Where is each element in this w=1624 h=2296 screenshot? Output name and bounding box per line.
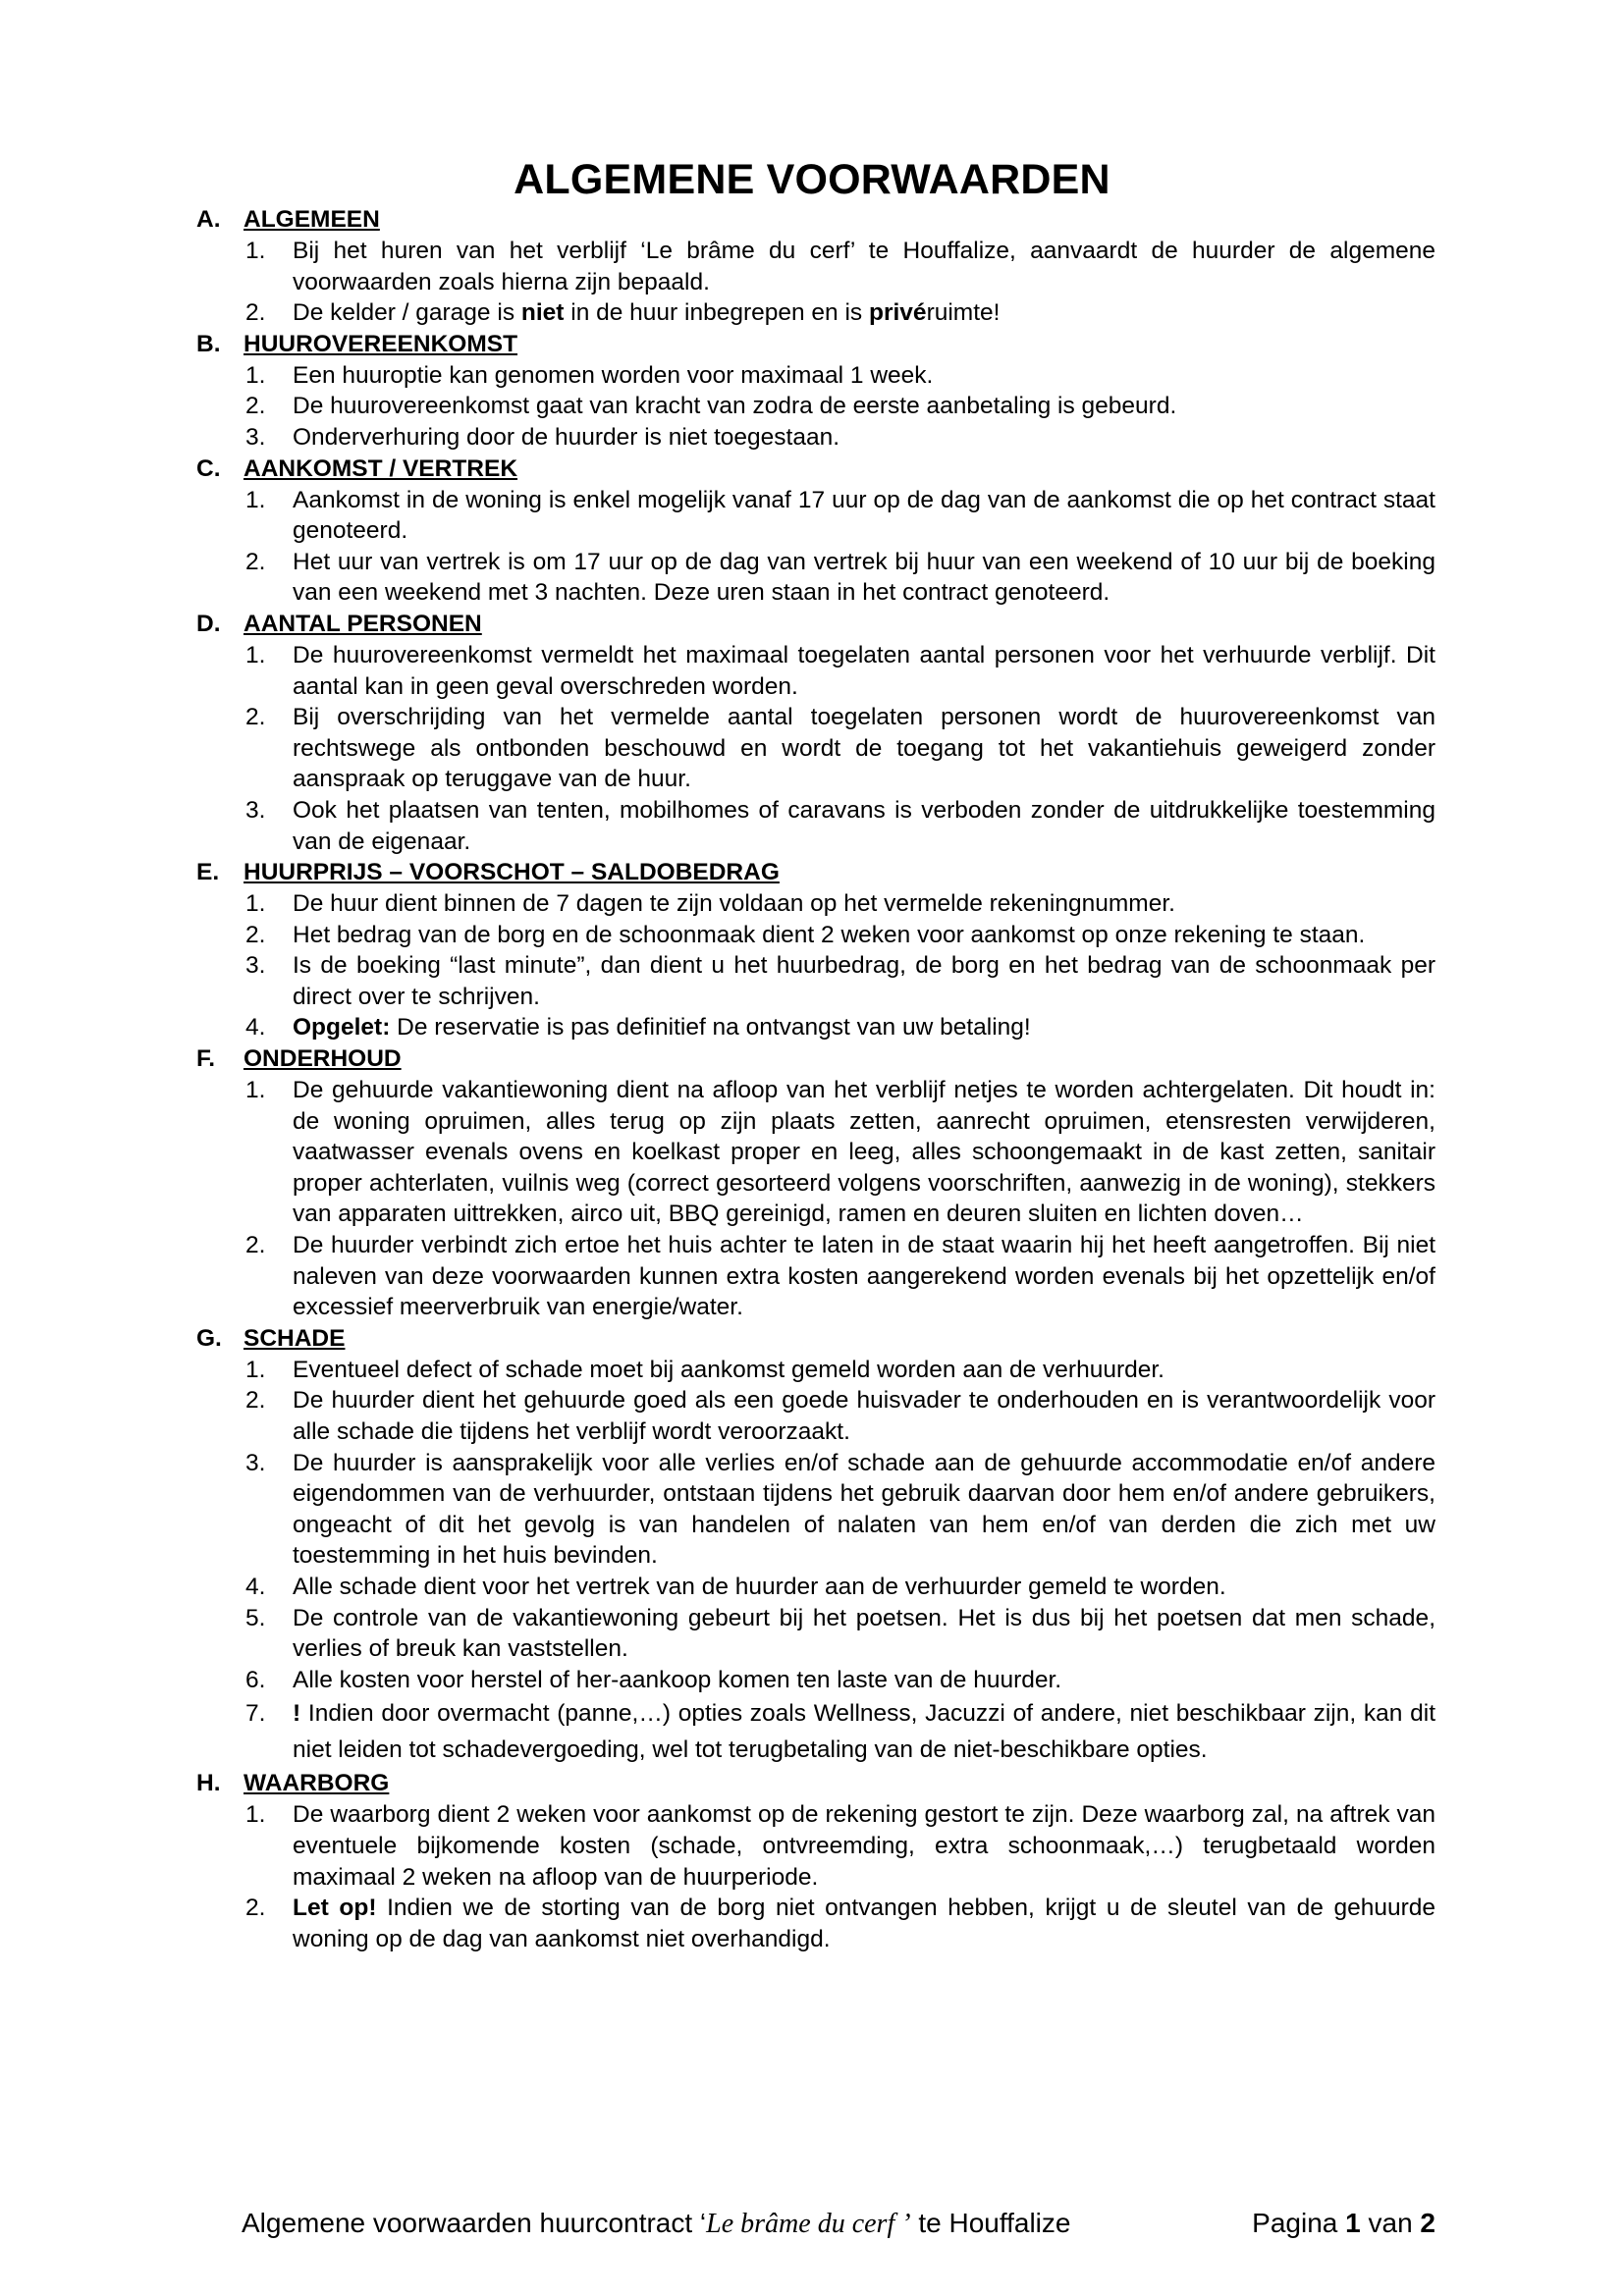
item-number: 1. [245,1077,266,1104]
item-text: De huurovereenkomst vermeldt het maximaal toegelaten aantal personen voor het verhuurde verblijf. Dit aantal kan in geen geval overschreden worden. [293,641,1435,700]
section-items [196,1799,1435,1954]
section-title: ALGEMEEN [244,206,380,233]
item-text: Het uur van vertrek is om 17 uur op de dag van vertrek bij huur van een weekend of 10 uur bij de boeking van een weekend met 3 nachten. Deze uren staan in het contract genoteerd. [293,548,1435,607]
item-number: 1. [245,486,266,513]
item-text: Is de boeking “last minute”, dan dient u het huurbedrag, de borg en het bedrag van de schoonmaak per direct over te schrijven. [293,952,1435,1010]
item-text [293,1893,1435,1954]
item-number: 1. [245,1356,266,1383]
page-separator: van [1360,2208,1421,2238]
item-number: 1. [245,641,266,668]
section-title: AANTAL PERSONEN [244,610,482,637]
list-item [196,1665,1435,1696]
item-number: 2. [245,1895,266,1922]
section-letter: E. [196,859,220,886]
list-item [196,640,1435,702]
list-item [196,547,1435,609]
section-items [196,640,1435,857]
section-items [196,1075,1435,1323]
emphasis-text: privé [869,299,927,327]
list-item [196,702,1435,795]
list-item [196,1695,1435,1768]
page-title: ALGEMENE VOORWAARDEN [514,156,1110,203]
item-number: 5. [245,1604,266,1631]
item-number: 3. [245,796,266,824]
page-total: 2 [1420,2208,1435,2238]
emphasis-text: niet [520,299,565,327]
item-number: 1. [245,238,266,264]
item-number: 3. [245,952,266,980]
section-title: AANKOMST / VERTREK [244,454,518,482]
list-item [196,485,1435,547]
list-item [196,1893,1435,1954]
list-item [196,1075,1435,1230]
list-item [196,297,1435,329]
item-text: De gehuurde vakantiewoning dient na afloop van het verblijf netjes te worden achtergelaten. Dit houdt in: de woning opruimen, alles terug op zijn plaats zetten, aanrecht opruimen, etensresten verwijderen, vaatwasser evenals ovens en koelkast proper en leeg, alles schoongemaakt in de kast zetten, sanitair proper achterlaten, vuilnis weg (correct gesorteerd volgens voorschriften, aanwezig in de woning), stekkers van apparaten uittrekken, airco uit, BBQ gereinigd, ramen en deuren sluiten en lichten doven… [293,1077,1435,1228]
item-number: 7. [245,1700,266,1728]
list-item [196,1448,1435,1572]
item-number: 1. [245,1801,266,1829]
item-number: 4. [245,1014,266,1041]
section-letter: F. [196,1045,216,1073]
item-number: 2. [245,921,266,948]
list-item [196,1385,1435,1447]
list-item [196,1603,1435,1665]
item-text-part: ruimte! [926,299,1001,327]
footer-suffix: te Houffalize [910,2208,1071,2238]
item-number: 4. [245,1573,266,1600]
item-text: De huurder dient het gehuurde goed als een goede huisvader te onderhouden en is verantwoordelijk voor alle schade die tijdens het verblijf wordt veroorzaakt. [293,1387,1435,1445]
section-items [196,236,1435,329]
section-title: SCHADE [244,1324,346,1352]
list-item [196,1012,1435,1043]
page-label: Pagina [1252,2208,1346,2238]
item-number: 3. [245,1449,266,1476]
item-text: De huurovereenkomst gaat van kracht van zodra de eerste aanbetaling is gebeurd. [293,393,1177,420]
list-item [196,920,1435,951]
item-text [293,1695,1435,1768]
footer-document-label [242,2206,1070,2242]
section-heading [196,454,1435,485]
section-heading [196,1768,1435,1799]
list-item [196,1572,1435,1603]
item-text: Een huuroptie kan genomen worden voor maximaal 1 week. [293,361,934,389]
section-letter: B. [196,330,221,357]
item-number: 2. [245,393,266,420]
section-heading [196,857,1435,888]
list-item [196,1230,1435,1323]
item-number: 2. [245,704,266,731]
section-items [196,485,1435,609]
list-item [196,1355,1435,1386]
section-items [196,360,1435,454]
item-text: De waarborg dient 2 weken voor aankomst op de rekening gestort te zijn. Deze waarborg zal, na aftrek van eventuele bijkomende kosten (schade, ontvreemding, extra schoonmaak,…) terugbetaald worden maximaal 2 weken na afloop van de huurperiode. [293,1801,1435,1891]
footer-prefix: Algemene voorwaarden huurcontract ‘ [242,2208,707,2238]
item-number: 2. [245,1387,266,1415]
item-text: De huurder is aansprakelijk voor alle verlies en/of schade aan de gehuurde accommodatie en/of andere eigendommen van de verhuurder, ontstaan tijdens het gebruik daarvan door hem en/of andere gebruikers, ongeacht of dit het gevolg is van handelen of nalaten van hem en/of van derden die zich met uw toestemming in het huis bevinden. [293,1449,1435,1570]
section-heading [196,1323,1435,1355]
section-title: WAARBORG [244,1770,390,1797]
section-title: HUURPRIJS – VOORSCHOT – SALDOBEDRAG [244,859,780,886]
list-item [196,795,1435,857]
section-heading [196,1043,1435,1075]
page-current: 1 [1345,2208,1361,2238]
item-text [293,297,1435,329]
list-item [196,422,1435,454]
item-text-part: De reservatie is pas definitief na ontvangst van uw betaling! [390,1014,1031,1041]
item-number: 2. [245,1232,266,1259]
section-letter: D. [196,610,221,637]
section-title: ONDERHOUD [244,1045,402,1073]
item-text: Bij het huren van het verblijf ‘Le brâme du cerf’ te Houffalize, aanvaardt de huurder de algemene voorwaarden zoals hierna zijn bepaald. [293,238,1435,295]
item-text-part: Indien door overmacht (panne,…) opties zoals Wellness, Jacuzzi of andere, niet beschikbaar zijn, kan dit niet leiden tot schadevergoeding, wel tot terugbetaling van de niet-beschikbare opties. [293,1700,1435,1764]
item-text: Ook het plaatsen van tenten, mobilhomes of caravans is verboden zonder de uitdrukkelijke toestemming van de eigenaar. [293,796,1435,855]
section-letter: G. [196,1324,222,1352]
item-text-part: De kelder / garage is [293,299,521,327]
section-items [196,888,1435,1043]
footer-place-name: Le brâme du cerf ’ [706,2209,911,2239]
item-number: 3. [245,423,266,451]
item-number: 2. [245,548,266,575]
page-footer [242,2206,1435,2242]
item-text: Eventueel defect of schade moet bij aankomst gemeld worden aan de verhuurder. [293,1356,1164,1383]
item-text-part: Indien we de storting van de borg niet ontvangen hebben, krijgt u de sleutel van de gehuurde woning op de dag van aankomst niet overhandigd. [293,1895,1435,1952]
item-text: Alle schade dient voor het vertrek van de huurder aan de verhuurder gemeld te worden. [293,1573,1226,1600]
section-heading [196,329,1435,360]
emphasis-text: ! [293,1700,301,1728]
section-items [196,1355,1435,1769]
section-title: HUUROVEREENKOMST [244,330,518,357]
page-number [1252,2206,1435,2242]
section-heading [196,609,1435,640]
section-heading [196,204,1435,236]
section-letter: A. [196,206,221,233]
item-text [293,1012,1435,1043]
item-number: 1. [245,890,266,918]
section-letter: H. [196,1770,221,1797]
item-text: Aankomst in de woning is enkel mogelijk vanaf 17 uur op de dag van de aankomst die op het contract staat genoteerd. [293,486,1435,545]
item-text-part: in de huur inbegrepen en is [564,299,869,327]
item-text: De huurder verbindt zich ertoe het huis achter te laten in de staat waarin hij het heeft aangetroffen. Bij niet naleven van deze voorwaarden kunnen extra kosten aangerekend worden evenals bij het opzettelijk en/of excessief meerverbruik van energie/water. [293,1232,1435,1321]
section-letter: C. [196,454,221,482]
list-item [196,391,1435,422]
list-item [196,1799,1435,1893]
list-item [196,950,1435,1012]
emphasis-text: Let op! [293,1895,377,1922]
list-item [196,888,1435,920]
item-text: Bij overschrijding van het vermelde aantal toegelaten personen wordt de huurovereenkomst van rechtswege als ontbonden beschouwd en wordt de toegang tot het vakantiehuis geweigerd zonder aanspraak op teruggave van de huur. [293,704,1435,793]
item-text: Het bedrag van de borg en de schoonmaak dient 2 weken voor aankomst op onze rekening te staan. [293,921,1366,948]
item-number: 2. [245,299,266,327]
document-body [196,204,1435,1954]
item-text: De controle van de vakantiewoning gebeurt bij het poetsen. Het is dus bij het poetsen dat men schade, verlies of breuk kan vaststellen. [293,1604,1435,1663]
list-item [196,236,1435,297]
item-text: De huur dient binnen de 7 dagen te zijn voldaan op het vermelde rekeningnummer. [293,890,1175,918]
list-item [196,360,1435,392]
item-number: 6. [245,1666,266,1693]
item-text: Onderverhuring door de huurder is niet toegestaan. [293,423,840,451]
item-text: Alle kosten voor herstel of her-aankoop komen ten laste van de huurder. [293,1666,1062,1693]
emphasis-text: Opgelet: [293,1014,391,1041]
item-number: 1. [245,361,266,389]
